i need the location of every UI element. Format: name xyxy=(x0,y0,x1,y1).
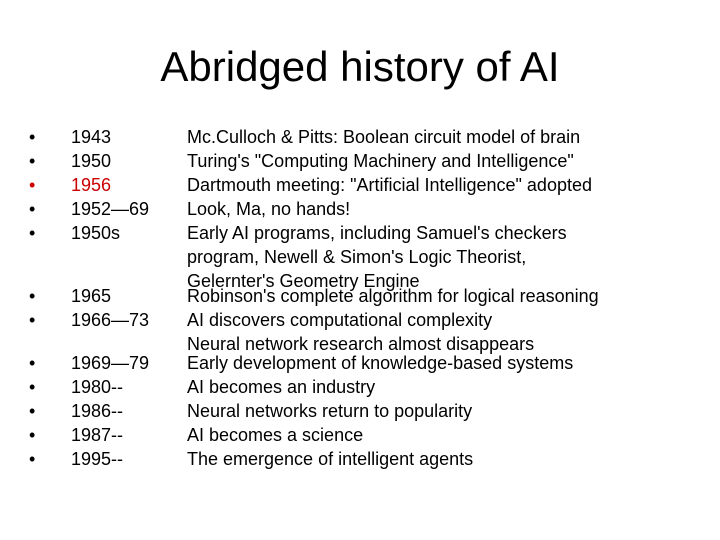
bullet-icon: • xyxy=(29,401,36,421)
timeline-event: The emergence of intelligent agents xyxy=(187,449,474,469)
timeline-date: 1952—69 xyxy=(71,199,150,219)
timeline-date: 1980-- xyxy=(71,377,124,397)
timeline-event: Early AI programs, including Samuel's checkers program, Newell & Simon's Logic Theorist, Gelernter's Geometry Engine xyxy=(187,223,567,291)
bullet-icon: • xyxy=(29,310,36,330)
bullet-icon: • xyxy=(29,425,36,445)
timeline-date: 1986-- xyxy=(71,401,124,421)
bullet-icon: • xyxy=(29,127,36,147)
timeline-date: 1965 xyxy=(71,286,112,306)
timeline-date: 1995-- xyxy=(71,449,124,469)
bullet-icon: • xyxy=(29,449,36,469)
timeline-event: Dartmouth meeting: "Artificial Intelligence" adopted xyxy=(187,175,592,195)
timeline-event: AI becomes a science xyxy=(187,425,364,445)
timeline-event: Neural networks return to popularity xyxy=(187,401,473,421)
bullet-icon: • xyxy=(29,223,36,243)
timeline-event: Mc.Culloch & Pitts: Boolean circuit model of brain xyxy=(187,127,581,147)
timeline-event: Early development of knowledge-based systems xyxy=(187,353,574,373)
bullet-icon: • xyxy=(29,175,36,195)
timeline-date: 1966—73 xyxy=(71,310,150,330)
timeline-date: 1943 xyxy=(71,127,112,147)
slide-title: Abridged history of AI xyxy=(160,43,560,90)
timeline-date: 1969—79 xyxy=(71,353,150,373)
timeline-event: Robinson's complete algorithm for logical reasoning xyxy=(187,286,599,306)
bullet-icon: • xyxy=(29,286,36,306)
bullet-icon: • xyxy=(29,353,36,373)
timeline-event: Look, Ma, no hands! xyxy=(187,199,351,219)
timeline-date: 1950s xyxy=(71,223,121,243)
bullet-icon: • xyxy=(29,151,36,171)
timeline-date: 1956 xyxy=(71,175,112,195)
timeline-date: 1950 xyxy=(71,151,112,171)
timeline-event: AI discovers computational complexity Neural network research almost disappears xyxy=(187,310,535,354)
bullet-icon: • xyxy=(29,199,36,219)
bullet-icon: • xyxy=(29,377,36,397)
timeline-event: Turing's "Computing Machinery and Intelligence" xyxy=(187,151,574,171)
timeline-date: 1987-- xyxy=(71,425,124,445)
timeline-event: AI becomes an industry xyxy=(187,377,376,397)
